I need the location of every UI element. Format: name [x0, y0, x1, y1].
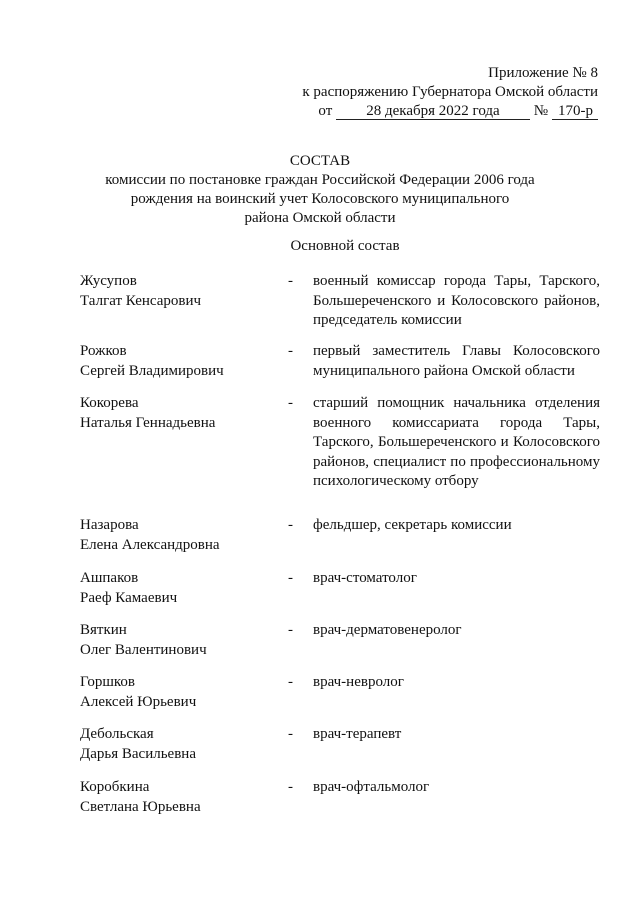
member-role: врач-невролог	[313, 674, 404, 690]
member-given-name: Наталья Геннадьевна	[80, 414, 216, 431]
member-role: врач-офтальмолог	[313, 779, 430, 795]
appendix-number: Приложение № 8	[488, 65, 598, 81]
dash-separator: -	[288, 779, 293, 795]
number-label: №	[533, 103, 548, 119]
member-name	[80, 569, 280, 608]
member-name	[80, 673, 280, 712]
member-surname: Рожков	[80, 343, 127, 359]
member-given-name: Талгат Кенсарович	[80, 292, 202, 309]
member-role: военный комиссар города Тары, Тарского, Большереченского и Колосовского районов, председатель комиссии	[313, 273, 600, 328]
member-role: врач-стоматолог	[313, 570, 417, 586]
title-subtitle-line: рождения на воинский учет Колосовского муниципального	[130, 191, 510, 207]
member-name	[80, 516, 280, 555]
member-given-name: Алексей Юрьевич	[80, 693, 197, 710]
member-given-name: Дарья Васильевна	[80, 745, 196, 762]
title-subtitle-line: комиссии по постановке граждан Российской Федерации 2006 года	[105, 172, 535, 188]
member-name	[80, 394, 280, 433]
member-name	[80, 342, 280, 381]
from-label: от	[318, 103, 333, 119]
member-role: врач-терапевт	[313, 726, 402, 742]
member-name	[80, 725, 280, 764]
member-surname: Ашпаков	[80, 570, 139, 586]
appendix-reference: к распоряжению Губернатора Омской области	[302, 84, 598, 100]
dash-separator: -	[288, 570, 293, 586]
dash-separator: -	[288, 622, 293, 638]
member-name	[80, 778, 280, 817]
member-given-name: Елена Александровна	[80, 536, 220, 553]
member-surname: Жусупов	[80, 273, 137, 289]
document-title	[0, 152, 640, 228]
member-surname: Вяткин	[80, 622, 127, 638]
dash-separator: -	[288, 517, 293, 533]
member-name	[80, 272, 280, 311]
member-surname: Кокорева	[80, 395, 139, 411]
member-surname: Назарова	[80, 517, 139, 533]
order-number: 170-р	[552, 104, 598, 120]
member-given-name: Светлана Юрьевна	[80, 798, 201, 815]
member-given-name: Сергей Владимирович	[80, 362, 224, 379]
title-heading: СОСТАВ	[289, 153, 351, 169]
member-name	[80, 621, 280, 660]
member-role: старший помощник начальника отделения военного комиссариата города Тары, Тарского, Большереченского и Колосовского районов, специалист по профессиональному психологическому отбору	[313, 395, 600, 489]
dash-separator: -	[288, 395, 293, 411]
dash-separator: -	[288, 343, 293, 359]
member-role: врач-дерматовенеролог	[313, 622, 462, 638]
member-surname: Горшков	[80, 674, 136, 690]
dash-separator: -	[288, 273, 293, 289]
member-role: фельдшер, секретарь комиссии	[313, 517, 512, 533]
section-title: Основной состав	[290, 238, 400, 254]
dash-separator: -	[288, 674, 293, 690]
order-date: 28 декабря 2022 года	[336, 104, 529, 120]
appendix-dateline	[302, 102, 598, 121]
member-surname: Коробкина	[80, 779, 150, 795]
member-given-name: Раеф Камаевич	[80, 589, 178, 606]
member-given-name: Олег Валентинович	[80, 641, 207, 658]
dash-separator: -	[288, 726, 293, 742]
member-surname: Дебольская	[80, 726, 154, 742]
member-role: первый заместитель Главы Колосовского муниципального района Омской области	[313, 343, 600, 379]
title-subtitle-line: района Омской области	[244, 210, 396, 226]
appendix-header	[302, 64, 598, 121]
